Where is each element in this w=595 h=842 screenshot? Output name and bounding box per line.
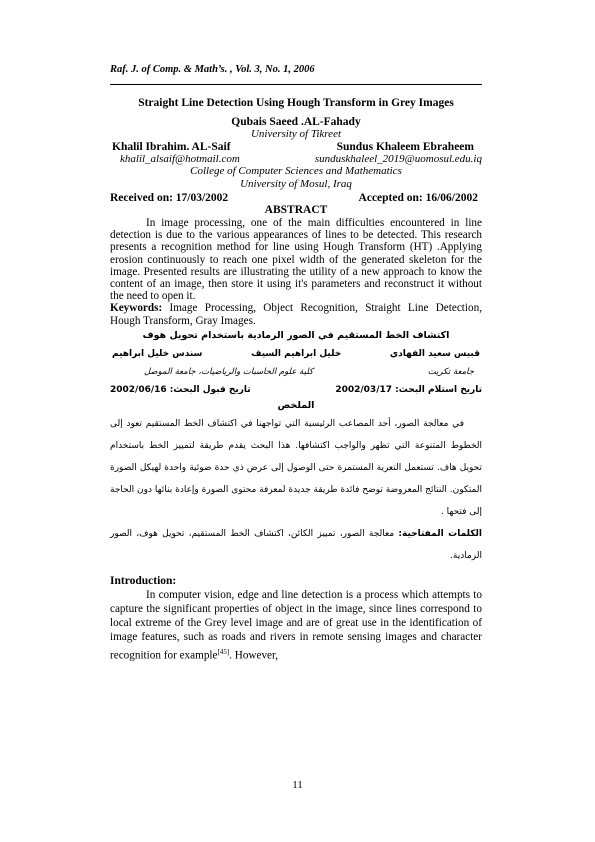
arabic-authors-row xyxy=(110,349,482,359)
accepted-date: Accepted on: 16/06/2002 xyxy=(358,192,478,204)
arabic-keywords-label: الكلمات المفتاحية: xyxy=(398,528,482,539)
dates-row xyxy=(110,192,482,204)
paper-page xyxy=(110,64,482,663)
author-2-email[interactable]: khalil_alsaif@hotmail.com xyxy=(120,153,240,165)
emails-row xyxy=(110,153,482,165)
introduction-body: In computer vision, edge and line detection is a process which attempts to capture the significant properties of object in the image, since lines correspond to local extreme of the Grey level image and are of great use in the identification of image features, such as roads and rivers in remote sensing images and character recognition for example xyxy=(110,588,482,662)
keywords xyxy=(110,302,482,326)
header-rule xyxy=(110,84,482,85)
arabic-author-1: قبيس سعيد الفهادي xyxy=(389,348,480,359)
arabic-title: اكتشاف الخط المستقيم في الصور الرمادية باستخدام تحويل هوف xyxy=(142,329,450,341)
keywords-text: Image Processing, Object Recognition, Straight Line Detection, Hough Transform, Gray Images. xyxy=(110,302,482,327)
received-date: Received on: 17/03/2002 xyxy=(110,192,229,204)
author-3-name: Sundus Khaleem Ebraheem xyxy=(336,141,474,153)
arabic-keywords xyxy=(110,523,482,567)
author-2-name: Khalil Ibrahim. AL-Saif xyxy=(112,141,231,153)
arabic-affiliation-1: جامعة تكريت xyxy=(427,366,474,377)
introduction-text xyxy=(110,588,482,663)
university-affiliation: University of Mosul, Iraq xyxy=(240,178,352,190)
arabic-affiliation-2: كلية علوم الحاسبات والرياضيات، جامعة الموصل xyxy=(144,366,314,377)
arabic-accepted-date: تاريخ قبول البحث: 2002/06/16 xyxy=(110,384,251,395)
arabic-abstract-text: في معالجة الصور، أحد المصاعب الرئيسية التي تواجهنا في اكتشاف الخط المستقيم تعود إلى الخطوط المتنوعة التي تظهر والواجب اكتشافها. هذا البحث يقدم طريقة لتمييز الخط باستخدام تحويل هاف. تستعمل التعرية المستمرة حتى الوصول إلى عرض ذي حدة ضوئية واحدة لهيكل الصورة المتكون. النتائج المعروضة توضح فائدة طريقة جديدة لمعرفة محتوى الصورة وإعادة بنائها دون الحاجة إلى فتحها . xyxy=(110,418,482,517)
author-1-name: Qubais Saeed .AL-Fahady xyxy=(231,116,361,128)
author-3-email[interactable]: sunduskhaleel_2019@uomosul.edu.iq xyxy=(314,153,482,165)
citation: [45] xyxy=(217,647,230,656)
author-1-affiliation: University of Tikreet xyxy=(250,128,342,140)
journal-header: Raf. J. of Comp. & Math’s. , Vol. 3, No. 1, 2006 xyxy=(110,64,315,75)
abstract-text: In image processing, one of the main difficulties encountered in line detection is due to the various appearances of lines to be detected. This research presents a recognition method for line using Hough Transform (HT) .Applying erosion continuously to reach one pixel width of the generated skeleton for the image. Presented results are illustrating the utility of a new approach to know the content of an image, then store it using it's parameters and reconstruct it without the need to open it. xyxy=(110,217,482,303)
arabic-affiliations-row xyxy=(110,367,482,377)
arabic-author-2: خليل ابراهيم السيف xyxy=(250,348,342,359)
arabic-dates-row xyxy=(110,385,482,395)
page-number: 11 xyxy=(292,779,303,791)
keywords-label: Keywords: xyxy=(110,302,163,315)
arabic-abstract-heading: الملخص xyxy=(277,399,315,411)
arabic-keywords-text: معالجة الصور، تمييز الكائن، اكتشاف الخط المستقيم، تحويل هوف، الصور الرمادية. xyxy=(110,528,482,561)
college-affiliation: College of Computer Sciences and Mathematics xyxy=(190,165,402,177)
paper-title: Straight Line Detection Using Hough Transform in Grey Images xyxy=(138,97,454,109)
introduction-tail: . However, xyxy=(229,649,279,662)
authors-row xyxy=(110,141,482,153)
arabic-author-3: سندس خليل ابراهيم xyxy=(112,348,203,359)
introduction-heading: Introduction: xyxy=(110,574,177,587)
arabic-received-date: تاريخ استلام البحث: 2002/03/17 xyxy=(335,384,482,395)
abstract-heading: ABSTRACT xyxy=(264,204,328,216)
